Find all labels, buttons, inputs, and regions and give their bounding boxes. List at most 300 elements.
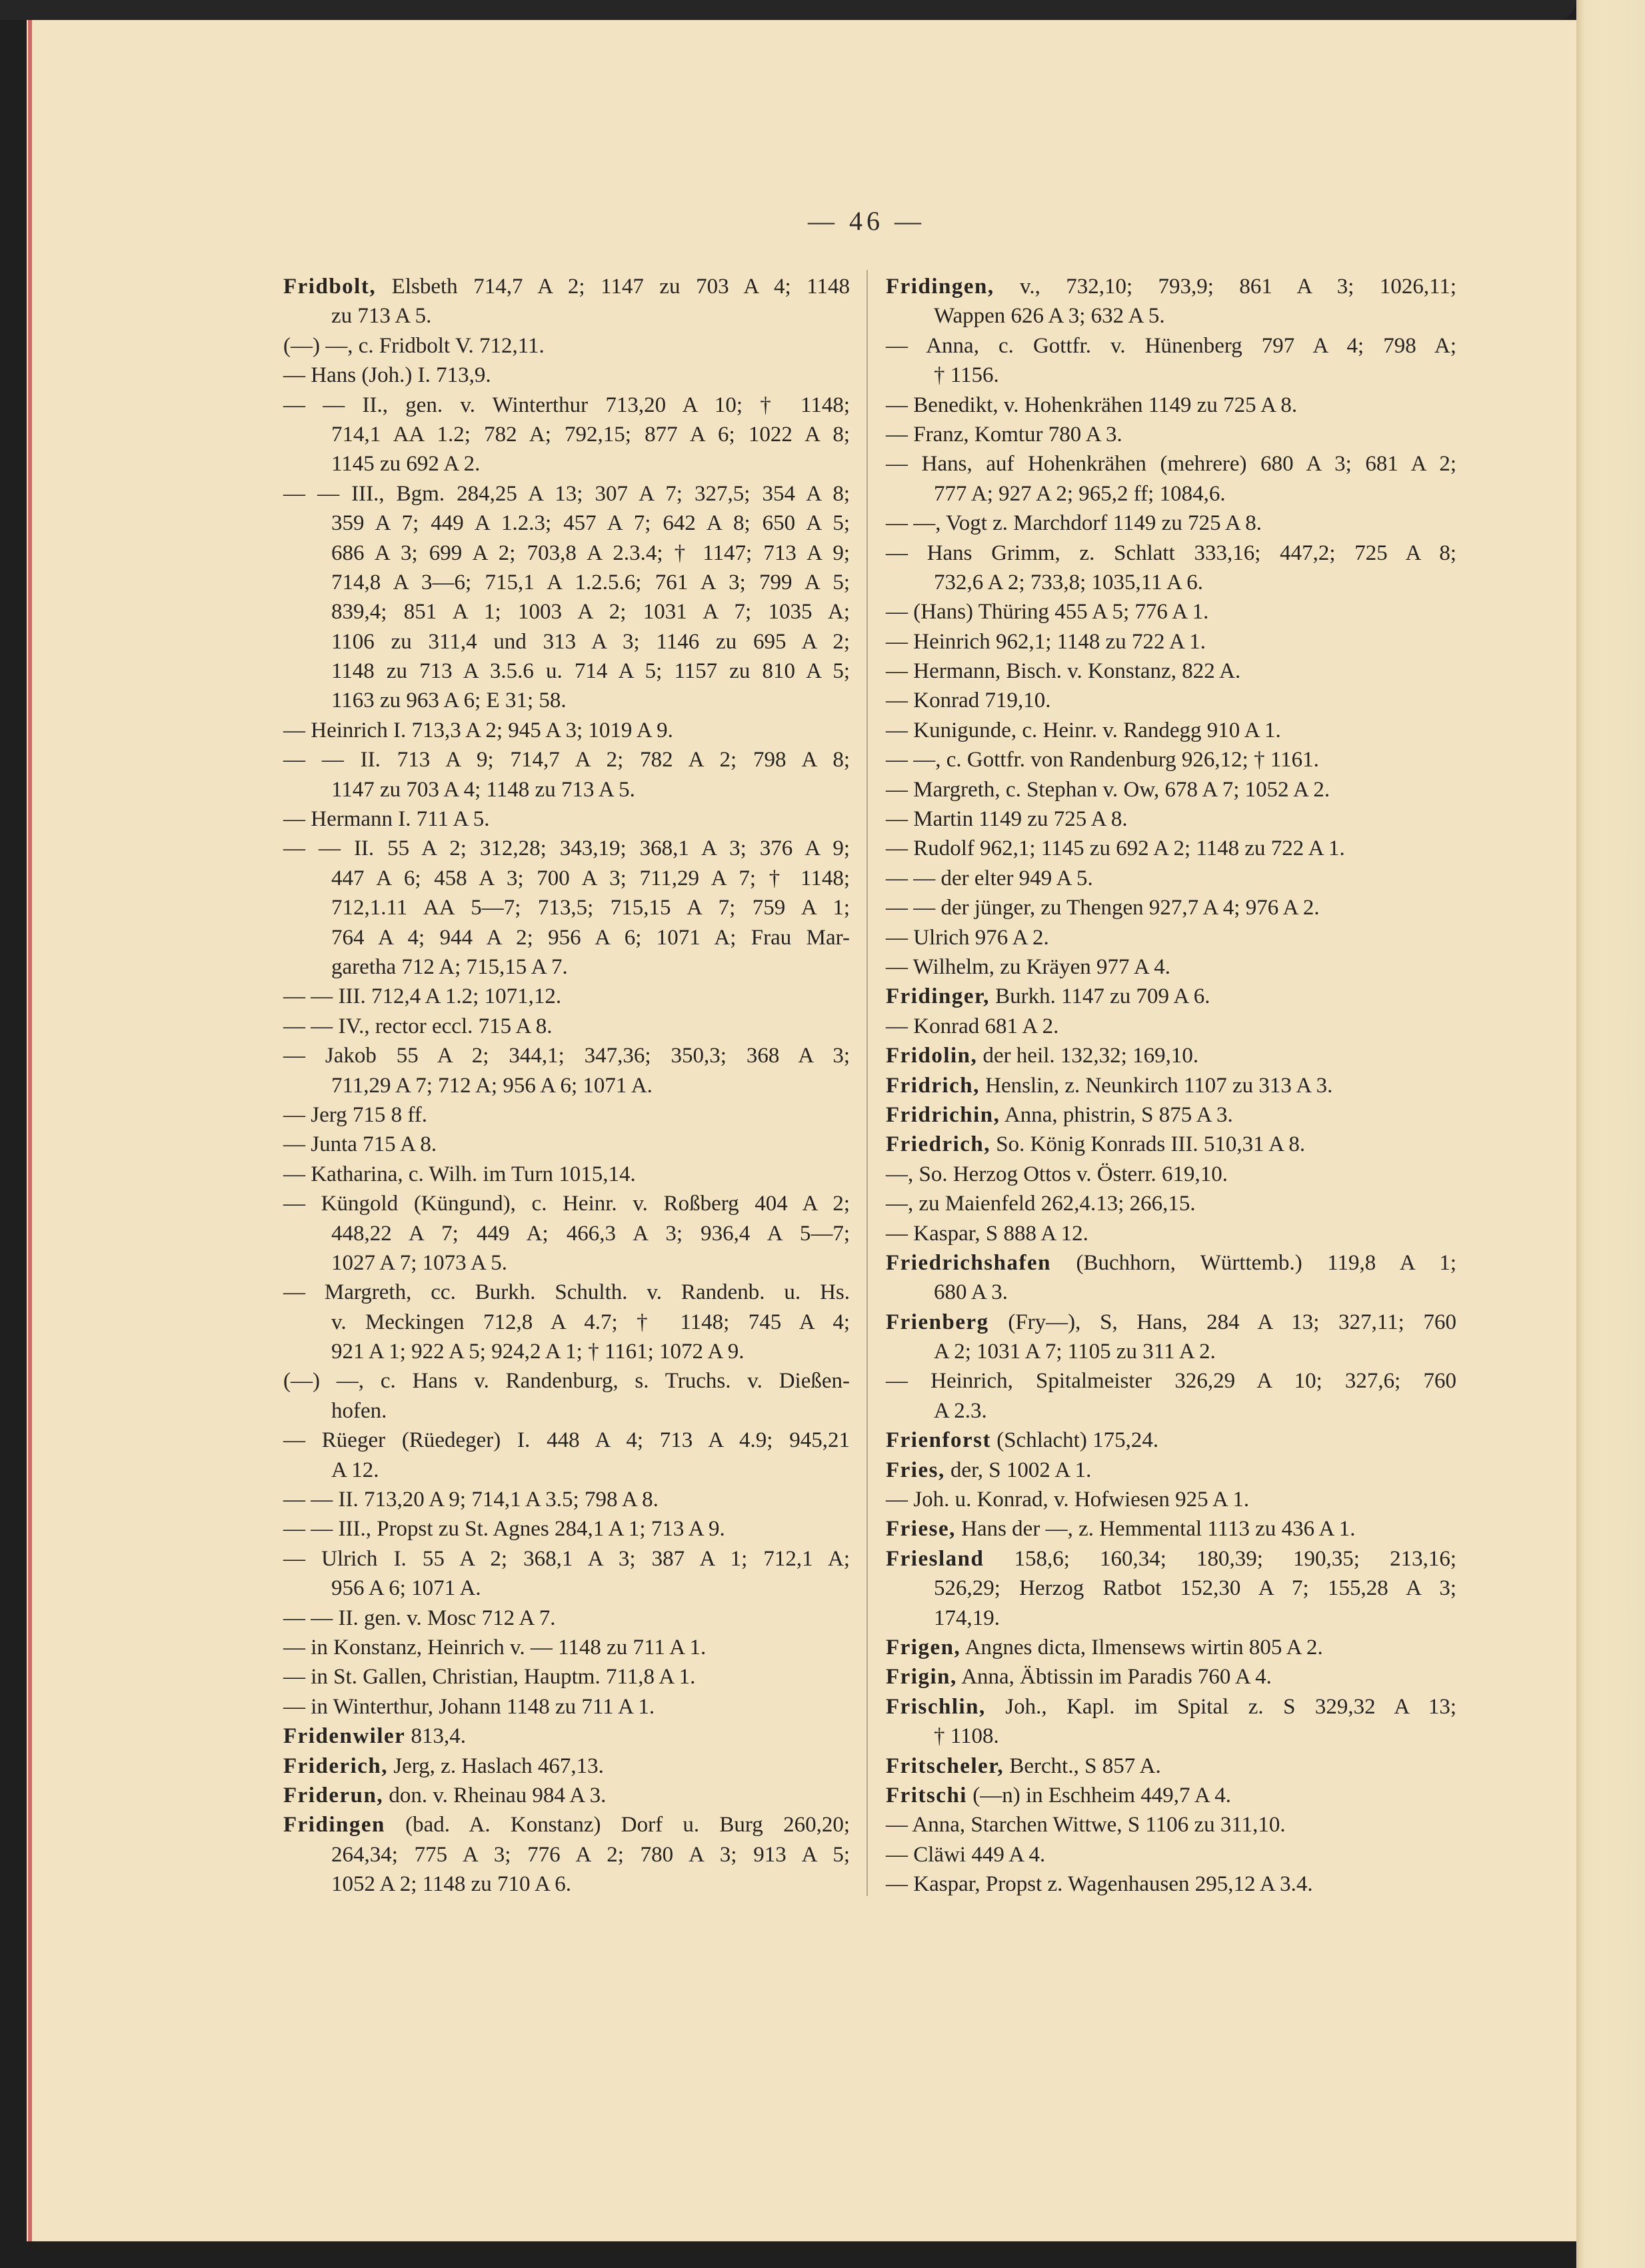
entry-headword: Fritscheler, <box>886 1753 1004 1778</box>
index-entry <box>283 1721 850 1751</box>
index-entry <box>283 1012 850 1041</box>
entry-line <box>886 1071 1456 1100</box>
entry-line <box>886 509 1456 538</box>
entry-text: don. v. Rheinau 984 A 3. <box>389 1783 607 1807</box>
entry-line <box>283 391 850 420</box>
entry-text: — Ulrich I. 55 A 2; 368,1 A 3; 387 A 1; 712,1 A; <box>283 1546 850 1571</box>
entry-text: 764 A 4; 944 A 2; 956 A 6; 1071 A; Frau Mar- <box>331 925 850 950</box>
index-entry <box>886 893 1456 922</box>
entry-line <box>886 952 1456 982</box>
index-entry <box>886 1544 1456 1633</box>
index-column-right <box>886 272 1456 1899</box>
entry-headword: Frienforst <box>886 1428 991 1453</box>
entry-text: 174,19. <box>934 1606 1000 1630</box>
entry-line <box>886 1248 1456 1278</box>
index-entry <box>886 952 1456 982</box>
index-entry <box>283 1041 850 1100</box>
entry-line <box>886 775 1456 804</box>
entry-text: —, So. Herzog Ottos v. Österr. 619,10. <box>886 1162 1228 1186</box>
index-entry <box>886 1662 1456 1692</box>
entry-line <box>886 1514 1456 1544</box>
entry-line <box>283 1692 850 1721</box>
entry-line <box>886 449 1456 479</box>
index-entry <box>886 864 1456 893</box>
entry-text: 839,4; 851 A 1; 1003 A 2; 1031 A 7; 1035 A; <box>331 600 850 624</box>
entry-headword: Fridinger, <box>886 984 990 1009</box>
entry-text: † 1156. <box>934 363 999 388</box>
entry-line <box>934 361 1456 390</box>
entry-line <box>331 449 850 479</box>
entry-line <box>886 893 1456 922</box>
entry-text: Hans der —, z. Hemmental 1113 zu 436 A 1. <box>961 1517 1356 1542</box>
index-entry <box>886 1248 1456 1308</box>
index-entry <box>886 391 1456 420</box>
entry-text: (Fry—), S, Hans, 284 A 13; 327,11; 760 <box>1008 1310 1457 1334</box>
index-entry <box>283 1278 850 1366</box>
entry-headword: Fridbolt, <box>283 275 377 299</box>
entry-text: A 2; 1031 A 7; 1105 zu 311 A 2. <box>934 1340 1216 1364</box>
index-entry <box>886 1130 1456 1159</box>
index-entry <box>283 1189 850 1278</box>
entry-line <box>283 1189 850 1218</box>
index-entry <box>283 1692 850 1721</box>
entry-line <box>886 539 1456 568</box>
entry-line <box>331 775 850 804</box>
entry-text: Wappen 626 A 3; 632 A 5. <box>934 304 1165 329</box>
index-entry <box>283 982 850 1011</box>
index-entry <box>283 1485 850 1514</box>
entry-line <box>331 893 850 922</box>
index-entry <box>283 745 850 804</box>
entry-headword: Frigen, <box>886 1635 961 1660</box>
index-entry <box>283 1160 850 1189</box>
entry-line <box>886 627 1456 656</box>
index-entry <box>886 1633 1456 1662</box>
entry-line <box>283 361 850 390</box>
entry-text: 1052 A 2; 1148 zu 710 A 6. <box>331 1872 571 1897</box>
entry-line <box>886 656 1456 686</box>
index-entry <box>283 1751 850 1781</box>
index-entry <box>886 449 1456 509</box>
entry-text: — Margreth, c. Stephan v. Ow, 678 A 7; 1052 A 2. <box>886 777 1330 802</box>
entry-line <box>331 1071 850 1100</box>
entry-line <box>886 331 1456 361</box>
entry-text: — Margreth, cc. Burkh. Schulth. v. Randenb. u. Hs. <box>283 1280 850 1305</box>
entry-line <box>331 1308 850 1337</box>
entry-line <box>886 1219 1456 1248</box>
entry-text: (—) —, c. Hans v. Randenburg, s. Truchs. v. Dießen- <box>283 1369 850 1394</box>
entry-line <box>331 597 850 626</box>
index-entry <box>283 1781 850 1810</box>
index-entry <box>283 361 850 390</box>
entry-text: — Anna, Starchen Wittwe, S 1106 zu 311,10. <box>886 1813 1286 1837</box>
entry-line <box>886 1485 1456 1514</box>
entry-line <box>934 1604 1456 1633</box>
entry-line <box>283 1130 850 1159</box>
entry-text: — Hans (Joh.) I. 713,9. <box>283 363 491 388</box>
entry-text: — in Konstanz, Heinrich v. — 1148 zu 711 A 1. <box>283 1635 707 1660</box>
entry-text: Elsbeth 714,7 A 2; 1147 zu 703 A 4; 1148 <box>391 275 850 299</box>
entry-line <box>283 1514 850 1544</box>
entry-line <box>283 1604 850 1633</box>
page-number: — 46 — <box>808 206 925 236</box>
entry-text: — —, c. Gottfr. von Randenburg 926,12; † 1161. <box>886 748 1319 772</box>
entry-text: — Hermann, Bisch. v. Konstanz, 822 A. <box>886 659 1241 684</box>
entry-line <box>283 331 850 361</box>
index-entry <box>886 627 1456 656</box>
entry-text: Joh., Kapl. im Spital z. S 329,32 A 13; <box>1005 1694 1456 1719</box>
entry-text: 359 A 7; 449 A 1.2.3; 457 A 7; 642 A 8; 650 A 5; <box>331 511 850 536</box>
entry-text: † 1108. <box>934 1724 999 1749</box>
entry-line <box>934 1337 1456 1366</box>
entry-text: Burkh. 1147 zu 709 A 6. <box>995 984 1210 1009</box>
entry-line <box>886 597 1456 626</box>
entry-line <box>886 1366 1456 1396</box>
index-entry <box>886 1071 1456 1100</box>
index-entry <box>886 1869 1456 1899</box>
entry-line <box>331 952 850 982</box>
entry-line <box>283 1485 850 1514</box>
entry-text: — — II., gen. v. Winterthur 713,20 A 10; † 1148; <box>283 393 850 417</box>
entry-line <box>886 1100 1456 1130</box>
entry-line <box>283 1751 850 1781</box>
entry-text: v. Meckingen 712,8 A 4.7; † 1148; 745 A 4; <box>331 1310 850 1334</box>
entry-line <box>331 301 850 331</box>
entry-line <box>886 1189 1456 1218</box>
index-entry <box>283 834 850 982</box>
entry-headword: Frischlin, <box>886 1694 986 1719</box>
entry-text: — Anna, c. Gottfr. v. Hünenberg 797 A 4; 798 A; <box>886 333 1456 358</box>
entry-line <box>886 1662 1456 1692</box>
entry-line <box>934 301 1456 331</box>
entry-line <box>331 1456 850 1485</box>
entry-text: — Wilhelm, zu Kräyen 977 A 4. <box>886 954 1171 979</box>
index-entry <box>283 391 850 479</box>
entry-text: Anna, phistrin, S 875 A 3. <box>1004 1102 1233 1127</box>
entry-text: 680 A 3. <box>934 1280 1008 1305</box>
entry-text: — — der jünger, zu Thengen 927,7 A 4; 976 A 2. <box>886 896 1320 920</box>
entry-line <box>283 1781 850 1810</box>
entry-text: — Hans, auf Hohenkrähen (mehrere) 680 A 3; 681 A 2; <box>886 452 1456 477</box>
index-entry <box>283 331 850 361</box>
entry-text: — Jerg 715 8 ff. <box>283 1102 428 1127</box>
entry-text: — — IV., rector eccl. 715 A 8. <box>283 1014 553 1038</box>
entry-text: — — II. 713 A 9; 714,7 A 2; 782 A 2; 798 A 8; <box>283 748 850 772</box>
entry-text: (—) —, c. Fridbolt V. 712,11. <box>283 333 545 358</box>
entry-headword: Fridenwiler <box>283 1724 406 1749</box>
entry-line <box>283 1041 850 1070</box>
entry-text: A 12. <box>331 1458 379 1482</box>
entry-text: — — der elter 949 A 5. <box>886 866 1093 890</box>
entry-line <box>283 834 850 863</box>
entry-line <box>331 1869 850 1899</box>
entry-text: — — II. gen. v. Mosc 712 A 7. <box>283 1606 556 1630</box>
index-entry <box>283 1514 850 1544</box>
entry-line <box>283 1810 850 1839</box>
entry-headword: Friesland <box>886 1546 984 1571</box>
index-entry <box>283 1100 850 1130</box>
index-entry <box>886 1308 1456 1367</box>
entry-text: 264,34; 775 A 3; 776 A 2; 780 A 3; 913 A 5; <box>331 1842 850 1867</box>
entry-line <box>886 1456 1456 1485</box>
index-entry <box>283 1633 850 1662</box>
index-entry <box>886 1840 1456 1869</box>
entry-text: — — III. 712,4 A 1.2; 1071,12. <box>283 984 562 1009</box>
entry-text: — (Hans) Thüring 455 A 5; 776 A 1. <box>886 600 1209 624</box>
index-entry <box>886 1781 1456 1810</box>
index-entry <box>886 1426 1456 1455</box>
entry-line <box>886 745 1456 774</box>
entry-text: Henslin, z. Neunkirch 1107 zu 313 A 3. <box>985 1073 1333 1098</box>
entry-text: — Kunigunde, c. Heinr. v. Randegg 910 A 1. <box>886 718 1281 742</box>
entry-line <box>331 923 850 952</box>
entry-line <box>331 1840 850 1869</box>
entry-line <box>886 1012 1456 1041</box>
entry-text: — in Winterthur, Johann 1148 zu 711 A 1. <box>283 1694 655 1719</box>
entry-line <box>283 1544 850 1574</box>
entry-text: (—n) in Eschheim 449,7 A 4. <box>972 1783 1231 1807</box>
entry-text: — Jakob 55 A 2; 344,1; 347,36; 350,3; 368 A 3; <box>283 1044 850 1068</box>
entry-line <box>886 272 1456 301</box>
index-entry <box>283 1662 850 1692</box>
entry-headword: Friderun, <box>283 1783 384 1807</box>
index-entry <box>886 509 1456 538</box>
entry-line <box>886 1751 1456 1781</box>
entry-line <box>886 1130 1456 1159</box>
index-entry <box>886 1810 1456 1839</box>
index-entry <box>886 923 1456 952</box>
entry-text: — Konrad 719,10. <box>886 688 1051 713</box>
entry-text: 714,8 A 3—6; 715,1 A 1.2.5.6; 761 A 3; 799 A 5; <box>331 570 850 594</box>
entry-line <box>886 1840 1456 1869</box>
entry-headword: Fridolin, <box>886 1044 978 1068</box>
index-entry <box>886 420 1456 449</box>
index-entry <box>886 272 1456 331</box>
entry-line <box>886 1308 1456 1337</box>
entry-text: 712,1.11 AA 5—7; 713,5; 715,15 A 7; 759 A 1; <box>331 896 850 920</box>
entry-text: — Martin 1149 zu 725 A 8. <box>886 807 1128 832</box>
entry-text: 526,29; Herzog Ratbot 152,30 A 7; 155,28 A 3; <box>934 1576 1456 1601</box>
entry-text: — Rüeger (Rüedeger) I. 448 A 4; 713 A 4.9; 945,21 <box>283 1428 850 1453</box>
entry-text: — Heinrich I. 713,3 A 2; 945 A 3; 1019 A 9. <box>283 718 673 742</box>
entry-line <box>886 804 1456 834</box>
entry-text: der, S 1002 A 1. <box>950 1458 1092 1482</box>
entry-line <box>283 716 850 745</box>
index-entry <box>283 804 850 834</box>
entry-text: — in St. Gallen, Christian, Hauptm. 711,8 A 1. <box>283 1665 696 1690</box>
index-entry <box>886 834 1456 863</box>
entry-text: — Küngold (Küngund), c. Heinr. v. Roßberg 404 A 2; <box>283 1192 850 1216</box>
entry-text: 732,6 A 2; 733,8; 1035,11 A 6. <box>934 570 1203 594</box>
index-entry <box>886 1189 1456 1218</box>
entry-headword: Frienberg <box>886 1310 989 1334</box>
entry-headword: Fridrich, <box>886 1073 980 1098</box>
entry-line <box>886 1426 1456 1455</box>
entry-line <box>331 627 850 656</box>
entry-line <box>934 568 1456 597</box>
index-entry <box>886 1012 1456 1041</box>
entry-line <box>886 1160 1456 1189</box>
entry-text: — — III., Propst zu St. Agnes 284,1 A 1; 713 A 9. <box>283 1517 725 1542</box>
index-entry <box>886 539 1456 598</box>
index-entry <box>886 982 1456 1011</box>
entry-line <box>283 1366 850 1396</box>
entry-text: — Ulrich 976 A 2. <box>886 925 1049 950</box>
entry-text: — —, Vogt z. Marchdorf 1149 zu 725 A 8. <box>886 511 1262 536</box>
index-entry <box>886 1041 1456 1070</box>
entry-line <box>283 804 850 834</box>
index-entry <box>283 479 850 716</box>
entry-text: — Heinrich, Spitalmeister 326,29 A 10; 327,6; 760 <box>886 1369 1456 1394</box>
index-entry <box>886 1692 1456 1751</box>
entry-line <box>886 1692 1456 1721</box>
entry-line <box>283 479 850 509</box>
entry-line <box>283 1100 850 1130</box>
entry-text: — Hermann I. 711 A 5. <box>283 807 490 832</box>
entry-line <box>331 656 850 686</box>
entry-line <box>886 923 1456 952</box>
entry-line <box>331 686 850 715</box>
entry-text: 711,29 A 7; 712 A; 956 A 6; 1071 A. <box>331 1073 653 1098</box>
index-entry <box>886 331 1456 391</box>
entry-text: Anna, Äbtissin im Paradis 760 A 4. <box>961 1665 1272 1690</box>
entry-line <box>886 1810 1456 1839</box>
entry-text: 1148 zu 713 A 3.5.6 u. 714 A 5; 1157 zu 810 A 5; <box>331 659 850 684</box>
entry-text: 777 A; 927 A 2; 965,2 ff; 1084,6. <box>934 481 1226 506</box>
entry-text: — Katharina, c. Wilh. im Turn 1015,14. <box>283 1162 636 1186</box>
entry-text: 956 A 6; 1071 A. <box>331 1576 481 1601</box>
entry-line <box>886 1544 1456 1574</box>
entry-text: 1145 zu 692 A 2. <box>331 452 481 477</box>
entry-text: — — II. 55 A 2; 312,28; 343,19; 368,1 A 3; 376 A 9; <box>283 836 850 861</box>
entry-text: (bad. A. Konstanz) Dorf u. Burg 260,20; <box>405 1813 850 1837</box>
entry-text: — Kaspar, S 888 A 12. <box>886 1221 1088 1246</box>
entry-line <box>886 864 1456 893</box>
entry-headword: Fritschi <box>886 1783 967 1807</box>
index-entry <box>886 804 1456 834</box>
entry-line <box>331 420 850 449</box>
index-column-left <box>283 272 850 1899</box>
entry-line <box>331 1248 850 1278</box>
index-entry <box>886 1219 1456 1248</box>
entry-line <box>934 1396 1456 1426</box>
entry-line <box>283 1012 850 1041</box>
index-entry <box>283 1130 850 1159</box>
index-entry <box>283 1366 850 1426</box>
entry-text: Bercht., S 857 A. <box>1009 1753 1161 1778</box>
entry-text: (Schlacht) 175,24. <box>996 1428 1159 1453</box>
entry-text: 158,6; 160,34; 180,39; 190,35; 213,16; <box>1014 1546 1457 1571</box>
entry-text: — Kaspar, Propst z. Wagenhausen 295,12 A 3.4. <box>886 1872 1313 1897</box>
index-entry <box>886 686 1456 715</box>
entry-text: 921 A 1; 922 A 5; 924,2 A 1; † 1161; 1072 A 9. <box>331 1340 745 1364</box>
entry-text: Jerg, z. Haslach 467,13. <box>393 1753 604 1778</box>
entry-text: hofen. <box>331 1398 387 1423</box>
entry-line <box>886 1041 1456 1070</box>
entry-line <box>331 1337 850 1366</box>
index-entry <box>886 1485 1456 1514</box>
entry-line <box>886 982 1456 1011</box>
entry-line <box>886 1869 1456 1899</box>
entry-line <box>283 745 850 774</box>
index-entry <box>886 745 1456 774</box>
entry-text: 1163 zu 963 A 6; E 31; 58. <box>331 688 567 713</box>
entry-text: zu 713 A 5. <box>331 304 432 329</box>
index-entry <box>886 1751 1456 1781</box>
entry-line <box>886 834 1456 863</box>
entry-line <box>886 391 1456 420</box>
entry-text: garetha 712 A; 715,15 A 7. <box>331 954 568 979</box>
entry-line <box>331 1574 850 1603</box>
entry-line <box>283 1721 850 1751</box>
index-entry <box>283 272 850 331</box>
entry-line <box>283 1160 850 1189</box>
index-entry <box>886 1100 1456 1130</box>
index-entry <box>886 597 1456 626</box>
adjacent-page-edge <box>1576 0 1645 2268</box>
entry-line <box>331 864 850 893</box>
entry-line <box>886 1781 1456 1810</box>
entry-text: — Rudolf 962,1; 1145 zu 692 A 2; 1148 zu 722 A 1. <box>886 836 1345 861</box>
entry-text: der heil. 132,32; 169,10. <box>982 1044 1199 1068</box>
entry-text: 1106 zu 311,4 und 313 A 3; 1146 zu 695 A 2; <box>331 629 850 654</box>
entry-line <box>934 1574 1456 1603</box>
index-entry <box>886 1160 1456 1189</box>
index-entry <box>283 1604 850 1633</box>
entry-text: — Heinrich 962,1; 1148 zu 722 A 1. <box>886 629 1206 654</box>
entry-text: 1027 A 7; 1073 A 5. <box>331 1250 508 1275</box>
column-divider <box>866 270 868 1896</box>
index-entry <box>283 1810 850 1899</box>
entry-text: — Cläwi 449 A 4. <box>886 1842 1046 1867</box>
entry-line <box>331 509 850 538</box>
page-red-edge <box>28 20 32 2241</box>
entry-line <box>331 1219 850 1248</box>
entry-headword: Fridingen, <box>886 275 994 299</box>
entry-text: — Konrad 681 A 2. <box>886 1014 1059 1038</box>
entry-text: 813,4. <box>411 1724 467 1749</box>
entry-line <box>331 568 850 597</box>
entry-text: 1147 zu 703 A 4; 1148 zu 713 A 5. <box>331 777 635 802</box>
entry-headword: Friderich, <box>283 1753 389 1778</box>
entry-text: —, zu Maienfeld 262,4.13; 266,15. <box>886 1192 1196 1216</box>
entry-text: Angnes dicta, Ilmensews wirtin 805 A 2. <box>964 1635 1323 1660</box>
entry-text: (Buchhorn, Württemb.) 119,8 A 1; <box>1076 1250 1457 1275</box>
index-entry <box>886 716 1456 745</box>
index-entry <box>886 775 1456 804</box>
entry-text: v., 732,10; 793,9; 861 A 3; 1026,11; <box>1020 275 1457 299</box>
scan-shadow-top <box>0 0 1576 20</box>
entry-line <box>331 539 850 568</box>
entry-line <box>934 1278 1456 1307</box>
entry-line <box>283 1426 850 1455</box>
entry-headword: Fridrichin, <box>886 1102 1000 1127</box>
index-entry <box>886 1366 1456 1426</box>
entry-headword: Friedrich, <box>886 1132 991 1157</box>
index-entry <box>886 656 1456 686</box>
entry-text: — — II. 713,20 A 9; 714,1 A 3.5; 798 A 8. <box>283 1488 659 1512</box>
entry-text: 448,22 A 7; 449 A; 466,3 A 3; 936,4 A 5—7; <box>331 1221 850 1246</box>
entry-line <box>283 1278 850 1307</box>
entry-text: — — III., Bgm. 284,25 A 13; 307 A 7; 327,5; 354 A 8; <box>283 481 850 506</box>
index-entry <box>886 1456 1456 1485</box>
entry-line <box>283 1662 850 1692</box>
entry-line <box>331 1396 850 1426</box>
index-entry <box>283 716 850 745</box>
index-entry <box>283 1544 850 1604</box>
entry-headword: Frigin, <box>886 1665 957 1690</box>
entry-line <box>283 1633 850 1662</box>
